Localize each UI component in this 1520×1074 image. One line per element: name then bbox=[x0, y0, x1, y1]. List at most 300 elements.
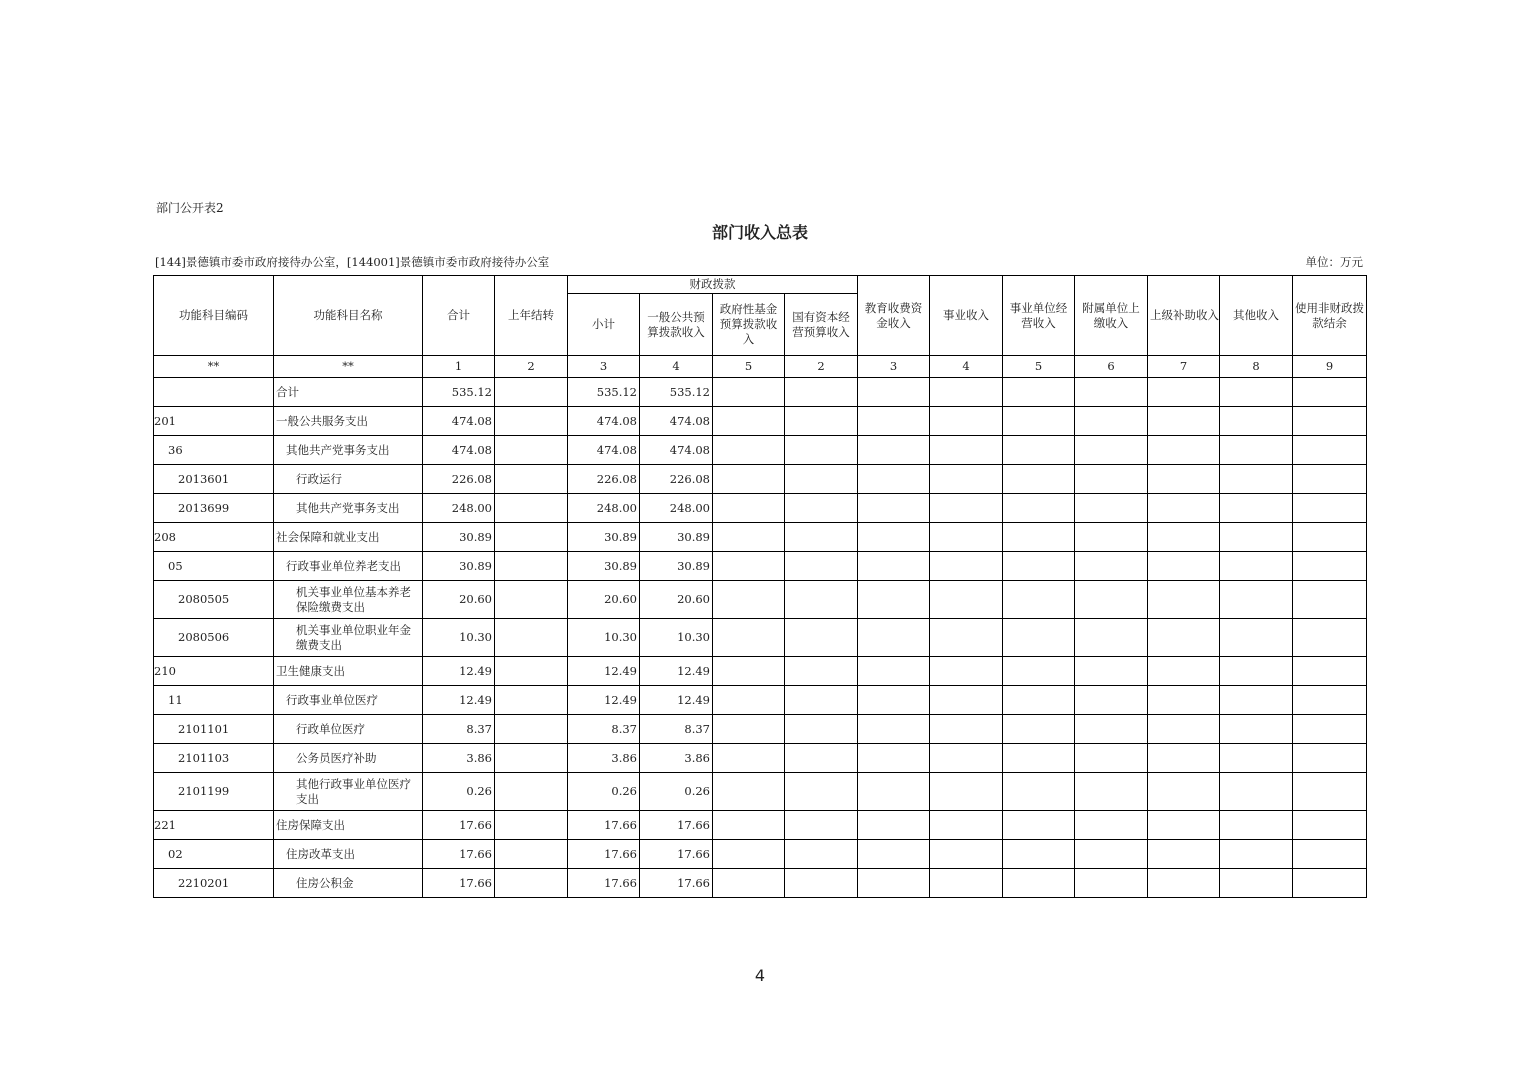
header-edu-fee: 教育收费资金收入 bbox=[858, 276, 930, 356]
row-empty-cell bbox=[1220, 619, 1293, 657]
row-empty-cell bbox=[1293, 657, 1367, 686]
row-empty-cell bbox=[1220, 523, 1293, 552]
row-empty-cell bbox=[858, 407, 930, 436]
row-total: 8.37 bbox=[423, 715, 495, 744]
row-subtotal: 12.49 bbox=[568, 686, 640, 715]
row-empty-cell bbox=[713, 619, 785, 657]
row-code: 2080505 bbox=[154, 581, 274, 619]
row-code: 2013601 bbox=[154, 465, 274, 494]
row-empty-cell bbox=[785, 744, 858, 773]
row-empty-cell bbox=[1293, 715, 1367, 744]
index-cell: 2 bbox=[495, 356, 568, 378]
row-general: 12.49 bbox=[640, 657, 713, 686]
row-empty-cell bbox=[930, 581, 1003, 619]
table-row bbox=[154, 552, 1367, 581]
row-empty-cell bbox=[1220, 581, 1293, 619]
row-carry bbox=[495, 581, 568, 619]
row-empty-cell bbox=[713, 715, 785, 744]
row-total: 3.86 bbox=[423, 744, 495, 773]
row-empty-cell bbox=[1148, 869, 1220, 898]
row-total: 535.12 bbox=[423, 378, 495, 407]
row-empty-cell bbox=[1075, 869, 1148, 898]
row-empty-cell bbox=[1003, 494, 1075, 523]
row-carry bbox=[495, 552, 568, 581]
row-total: 17.66 bbox=[423, 811, 495, 840]
row-carry bbox=[495, 773, 568, 811]
row-subtotal: 535.12 bbox=[568, 378, 640, 407]
row-subtotal: 17.66 bbox=[568, 840, 640, 869]
row-empty-cell bbox=[1148, 523, 1220, 552]
row-subtotal: 3.86 bbox=[568, 744, 640, 773]
row-empty-cell bbox=[1075, 744, 1148, 773]
row-carry bbox=[495, 494, 568, 523]
row-empty-cell bbox=[713, 657, 785, 686]
row-empty-cell bbox=[1003, 686, 1075, 715]
row-empty-cell bbox=[1293, 840, 1367, 869]
row-empty-cell bbox=[1075, 407, 1148, 436]
table-row bbox=[154, 686, 1367, 715]
row-empty-cell bbox=[858, 523, 930, 552]
table-row bbox=[154, 744, 1367, 773]
row-subtotal: 20.60 bbox=[568, 581, 640, 619]
row-empty-cell bbox=[858, 744, 930, 773]
row-general: 17.66 bbox=[640, 811, 713, 840]
row-code: 2101101 bbox=[154, 715, 274, 744]
row-carry bbox=[495, 378, 568, 407]
header-carry: 上年结转 bbox=[495, 276, 568, 356]
row-empty-cell bbox=[1003, 619, 1075, 657]
row-empty-cell bbox=[930, 773, 1003, 811]
header-operating: 事业单位经营收入 bbox=[1003, 276, 1075, 356]
row-empty-cell bbox=[858, 715, 930, 744]
table-row bbox=[154, 378, 1367, 407]
row-name: 合计 bbox=[274, 378, 423, 407]
row-empty-cell bbox=[1075, 465, 1148, 494]
table-row bbox=[154, 773, 1367, 811]
row-total: 0.26 bbox=[423, 773, 495, 811]
row-empty-cell bbox=[1003, 552, 1075, 581]
table-row bbox=[154, 869, 1367, 898]
row-subtotal: 10.30 bbox=[568, 619, 640, 657]
header-fiscal-group: 财政拨款 bbox=[568, 276, 858, 294]
row-general: 248.00 bbox=[640, 494, 713, 523]
index-cell: 5 bbox=[1003, 356, 1075, 378]
row-empty-cell bbox=[1148, 378, 1220, 407]
row-name: 社会保障和就业支出 bbox=[274, 523, 423, 552]
index-cell: 3 bbox=[858, 356, 930, 378]
row-general: 0.26 bbox=[640, 773, 713, 811]
row-subtotal: 30.89 bbox=[568, 552, 640, 581]
row-empty-cell bbox=[1220, 657, 1293, 686]
header-affiliate: 附属单位上缴收入 bbox=[1075, 276, 1148, 356]
row-code: 221 bbox=[154, 811, 274, 840]
row-name: 其他共产党事务支出 bbox=[274, 436, 423, 465]
row-empty-cell bbox=[1293, 811, 1367, 840]
row-empty-cell bbox=[1075, 552, 1148, 581]
row-carry bbox=[495, 869, 568, 898]
row-carry bbox=[495, 465, 568, 494]
header-name: 功能科目名称 bbox=[274, 276, 423, 356]
row-empty-cell bbox=[1148, 619, 1220, 657]
row-empty-cell bbox=[1075, 686, 1148, 715]
row-empty-cell bbox=[858, 465, 930, 494]
index-cell: ** bbox=[154, 356, 274, 378]
row-empty-cell bbox=[1003, 840, 1075, 869]
row-empty-cell bbox=[785, 715, 858, 744]
row-empty-cell bbox=[1293, 773, 1367, 811]
row-carry bbox=[495, 715, 568, 744]
page-title: 部门收入总表 bbox=[711, 223, 808, 242]
table-row bbox=[154, 715, 1367, 744]
row-empty-cell bbox=[1075, 581, 1148, 619]
row-empty-cell bbox=[930, 494, 1003, 523]
row-empty-cell bbox=[1220, 811, 1293, 840]
row-empty-cell bbox=[785, 378, 858, 407]
row-total: 30.89 bbox=[423, 523, 495, 552]
row-empty-cell bbox=[1075, 657, 1148, 686]
header-gov-fund: 政府性基金预算拨款收入 bbox=[713, 294, 785, 356]
row-carry bbox=[495, 811, 568, 840]
row-general: 30.89 bbox=[640, 552, 713, 581]
row-empty-cell bbox=[858, 686, 930, 715]
row-empty-cell bbox=[858, 773, 930, 811]
row-empty-cell bbox=[1220, 494, 1293, 523]
table-row bbox=[154, 436, 1367, 465]
row-subtotal: 12.49 bbox=[568, 657, 640, 686]
row-empty-cell bbox=[858, 811, 930, 840]
row-empty-cell bbox=[785, 552, 858, 581]
row-empty-cell bbox=[930, 619, 1003, 657]
row-code: 210 bbox=[154, 657, 274, 686]
row-carry bbox=[495, 657, 568, 686]
row-code: 2101199 bbox=[154, 773, 274, 811]
row-code: 2101103 bbox=[154, 744, 274, 773]
row-subtotal: 17.66 bbox=[568, 811, 640, 840]
row-total: 474.08 bbox=[423, 436, 495, 465]
row-empty-cell bbox=[1148, 686, 1220, 715]
row-empty-cell bbox=[1003, 465, 1075, 494]
row-empty-cell bbox=[785, 686, 858, 715]
row-general: 17.66 bbox=[640, 869, 713, 898]
row-subtotal: 248.00 bbox=[568, 494, 640, 523]
row-subtotal: 474.08 bbox=[568, 407, 640, 436]
row-empty-cell bbox=[1148, 657, 1220, 686]
row-empty-cell bbox=[1003, 581, 1075, 619]
row-empty-cell bbox=[1148, 744, 1220, 773]
header-superior: 上级补助收入 bbox=[1148, 276, 1220, 356]
row-code: 208 bbox=[154, 523, 274, 552]
header-state-capital: 国有资本经营预算收入 bbox=[785, 294, 858, 356]
row-general: 10.30 bbox=[640, 619, 713, 657]
row-subtotal: 17.66 bbox=[568, 869, 640, 898]
row-empty-cell bbox=[1003, 811, 1075, 840]
header-other: 其他收入 bbox=[1220, 276, 1293, 356]
row-empty-cell bbox=[713, 686, 785, 715]
row-empty-cell bbox=[1293, 686, 1367, 715]
row-subtotal: 30.89 bbox=[568, 523, 640, 552]
row-general: 20.60 bbox=[640, 581, 713, 619]
row-empty-cell bbox=[785, 436, 858, 465]
row-name: 其他行政事业单位医疗支出 bbox=[274, 773, 423, 811]
header-general: 一般公共预算拨款收入 bbox=[640, 294, 713, 356]
row-empty-cell bbox=[858, 840, 930, 869]
row-empty-cell bbox=[1220, 773, 1293, 811]
row-empty-cell bbox=[713, 378, 785, 407]
row-empty-cell bbox=[930, 407, 1003, 436]
header-non-fiscal: 使用非财政拨款结余 bbox=[1293, 276, 1367, 356]
row-empty-cell bbox=[1075, 378, 1148, 407]
row-empty-cell bbox=[785, 523, 858, 552]
index-cell: 7 bbox=[1148, 356, 1220, 378]
row-empty-cell bbox=[1003, 744, 1075, 773]
row-name: 一般公共服务支出 bbox=[274, 407, 423, 436]
index-cell: 1 bbox=[423, 356, 495, 378]
index-cell: 8 bbox=[1220, 356, 1293, 378]
unit-label: 单位：万元 bbox=[1305, 255, 1363, 269]
index-cell: 2 bbox=[785, 356, 858, 378]
row-name: 住房公积金 bbox=[274, 869, 423, 898]
row-total: 10.30 bbox=[423, 619, 495, 657]
row-empty-cell bbox=[1220, 686, 1293, 715]
row-carry bbox=[495, 523, 568, 552]
row-empty-cell bbox=[713, 744, 785, 773]
row-empty-cell bbox=[930, 523, 1003, 552]
row-name: 卫生健康支出 bbox=[274, 657, 423, 686]
row-empty-cell bbox=[713, 407, 785, 436]
row-empty-cell bbox=[1148, 407, 1220, 436]
row-empty-cell bbox=[785, 840, 858, 869]
row-empty-cell bbox=[785, 811, 858, 840]
row-code: 36 bbox=[154, 436, 274, 465]
row-empty-cell bbox=[1148, 552, 1220, 581]
row-general: 535.12 bbox=[640, 378, 713, 407]
index-cell: 4 bbox=[930, 356, 1003, 378]
row-subtotal: 474.08 bbox=[568, 436, 640, 465]
table-row bbox=[154, 581, 1367, 619]
row-empty-cell bbox=[1075, 494, 1148, 523]
row-empty-cell bbox=[858, 657, 930, 686]
row-name: 住房改革支出 bbox=[274, 840, 423, 869]
row-empty-cell bbox=[930, 811, 1003, 840]
header-business: 事业收入 bbox=[930, 276, 1003, 356]
row-carry bbox=[495, 436, 568, 465]
table-row bbox=[154, 619, 1367, 657]
row-empty-cell bbox=[1293, 436, 1367, 465]
row-empty-cell bbox=[930, 686, 1003, 715]
row-empty-cell bbox=[1148, 465, 1220, 494]
table-row bbox=[154, 407, 1367, 436]
row-empty-cell bbox=[1293, 407, 1367, 436]
row-general: 3.86 bbox=[640, 744, 713, 773]
row-empty-cell bbox=[713, 869, 785, 898]
row-empty-cell bbox=[1293, 581, 1367, 619]
row-empty-cell bbox=[713, 494, 785, 523]
row-empty-cell bbox=[858, 436, 930, 465]
index-cell: 6 bbox=[1075, 356, 1148, 378]
row-empty-cell bbox=[1293, 869, 1367, 898]
row-general: 474.08 bbox=[640, 436, 713, 465]
row-empty-cell bbox=[1003, 378, 1075, 407]
row-empty-cell bbox=[785, 657, 858, 686]
row-empty-cell bbox=[858, 552, 930, 581]
row-empty-cell bbox=[1075, 811, 1148, 840]
row-code: 05 bbox=[154, 552, 274, 581]
row-empty-cell bbox=[713, 581, 785, 619]
row-name: 机关事业单位职业年金缴费支出 bbox=[274, 619, 423, 657]
row-empty-cell bbox=[930, 840, 1003, 869]
header-subtotal: 小计 bbox=[568, 294, 640, 356]
row-total: 30.89 bbox=[423, 552, 495, 581]
index-cell: 3 bbox=[568, 356, 640, 378]
row-empty-cell bbox=[1148, 715, 1220, 744]
row-carry bbox=[495, 840, 568, 869]
row-empty-cell bbox=[1220, 465, 1293, 494]
row-code: 02 bbox=[154, 840, 274, 869]
index-cell: ** bbox=[274, 356, 423, 378]
index-cell: 5 bbox=[713, 356, 785, 378]
row-empty-cell bbox=[1293, 619, 1367, 657]
row-empty-cell bbox=[1003, 715, 1075, 744]
row-empty-cell bbox=[1220, 869, 1293, 898]
row-empty-cell bbox=[1220, 552, 1293, 581]
row-empty-cell bbox=[713, 773, 785, 811]
row-name: 行政运行 bbox=[274, 465, 423, 494]
row-empty-cell bbox=[1220, 715, 1293, 744]
row-name: 公务员医疗补助 bbox=[274, 744, 423, 773]
row-empty-cell bbox=[930, 869, 1003, 898]
row-empty-cell bbox=[1075, 840, 1148, 869]
row-name: 住房保障支出 bbox=[274, 811, 423, 840]
row-total: 17.66 bbox=[423, 840, 495, 869]
row-empty-cell bbox=[858, 869, 930, 898]
row-total: 12.49 bbox=[423, 686, 495, 715]
row-empty-cell bbox=[858, 378, 930, 407]
index-cell: 4 bbox=[640, 356, 713, 378]
row-empty-cell bbox=[1148, 494, 1220, 523]
table-row bbox=[154, 657, 1367, 686]
row-empty-cell bbox=[930, 715, 1003, 744]
row-empty-cell bbox=[1075, 523, 1148, 552]
row-total: 17.66 bbox=[423, 869, 495, 898]
table-row bbox=[154, 811, 1367, 840]
row-empty-cell bbox=[1293, 494, 1367, 523]
row-name: 行政单位医疗 bbox=[274, 715, 423, 744]
row-empty-cell bbox=[713, 552, 785, 581]
row-empty-cell bbox=[1148, 811, 1220, 840]
row-empty-cell bbox=[858, 581, 930, 619]
row-subtotal: 226.08 bbox=[568, 465, 640, 494]
row-empty-cell bbox=[1293, 378, 1367, 407]
row-empty-cell bbox=[930, 436, 1003, 465]
page-number: 4 bbox=[754, 966, 766, 985]
row-empty-cell bbox=[930, 744, 1003, 773]
row-carry bbox=[495, 686, 568, 715]
row-empty-cell bbox=[1003, 657, 1075, 686]
row-empty-cell bbox=[785, 581, 858, 619]
row-name: 机关事业单位基本养老保险缴费支出 bbox=[274, 581, 423, 619]
row-general: 474.08 bbox=[640, 407, 713, 436]
row-empty-cell bbox=[785, 869, 858, 898]
row-code: 11 bbox=[154, 686, 274, 715]
row-empty-cell bbox=[930, 378, 1003, 407]
row-empty-cell bbox=[1003, 407, 1075, 436]
organization-label: [144]景德镇市委市政府接待办公室，[144001]景德镇市委市政府接待办公室 bbox=[155, 255, 550, 269]
row-total: 20.60 bbox=[423, 581, 495, 619]
row-empty-cell bbox=[1293, 523, 1367, 552]
row-empty-cell bbox=[1003, 436, 1075, 465]
row-subtotal: 0.26 bbox=[568, 773, 640, 811]
row-empty-cell bbox=[1075, 715, 1148, 744]
row-code: 201 bbox=[154, 407, 274, 436]
row-name: 行政事业单位医疗 bbox=[274, 686, 423, 715]
row-empty-cell bbox=[713, 436, 785, 465]
row-empty-cell bbox=[1293, 465, 1367, 494]
row-empty-cell bbox=[1003, 523, 1075, 552]
row-empty-cell bbox=[1075, 619, 1148, 657]
row-empty-cell bbox=[785, 494, 858, 523]
table-row bbox=[154, 840, 1367, 869]
row-empty-cell bbox=[1148, 840, 1220, 869]
form-label: 部门公开表2 bbox=[156, 201, 224, 215]
row-carry bbox=[495, 407, 568, 436]
row-general: 30.89 bbox=[640, 523, 713, 552]
row-code: 2210201 bbox=[154, 869, 274, 898]
row-empty-cell bbox=[930, 657, 1003, 686]
row-empty-cell bbox=[1075, 773, 1148, 811]
income-table bbox=[153, 275, 1367, 898]
row-empty-cell bbox=[713, 811, 785, 840]
table-row bbox=[154, 523, 1367, 552]
index-cell: 9 bbox=[1293, 356, 1367, 378]
row-empty-cell bbox=[713, 840, 785, 869]
row-empty-cell bbox=[858, 619, 930, 657]
row-total: 226.08 bbox=[423, 465, 495, 494]
row-carry bbox=[495, 619, 568, 657]
row-empty-cell bbox=[785, 407, 858, 436]
row-general: 12.49 bbox=[640, 686, 713, 715]
row-general: 226.08 bbox=[640, 465, 713, 494]
row-empty-cell bbox=[713, 523, 785, 552]
row-total: 248.00 bbox=[423, 494, 495, 523]
row-empty-cell bbox=[930, 552, 1003, 581]
row-empty-cell bbox=[1075, 436, 1148, 465]
row-carry bbox=[495, 744, 568, 773]
row-empty-cell bbox=[1293, 744, 1367, 773]
row-empty-cell bbox=[785, 465, 858, 494]
row-empty-cell bbox=[785, 619, 858, 657]
row-general: 8.37 bbox=[640, 715, 713, 744]
row-code bbox=[154, 378, 274, 407]
row-empty-cell bbox=[713, 465, 785, 494]
table-row bbox=[154, 465, 1367, 494]
row-general: 17.66 bbox=[640, 840, 713, 869]
row-name: 行政事业单位养老支出 bbox=[274, 552, 423, 581]
row-name: 其他共产党事务支出 bbox=[274, 494, 423, 523]
row-total: 12.49 bbox=[423, 657, 495, 686]
row-empty-cell bbox=[930, 465, 1003, 494]
row-empty-cell bbox=[1220, 378, 1293, 407]
row-empty-cell bbox=[1293, 552, 1367, 581]
row-empty-cell bbox=[1220, 436, 1293, 465]
row-total: 474.08 bbox=[423, 407, 495, 436]
row-empty-cell bbox=[1148, 436, 1220, 465]
row-empty-cell bbox=[1003, 869, 1075, 898]
row-empty-cell bbox=[1220, 744, 1293, 773]
row-empty-cell bbox=[1148, 581, 1220, 619]
row-empty-cell bbox=[1220, 840, 1293, 869]
row-empty-cell bbox=[1003, 773, 1075, 811]
row-subtotal: 8.37 bbox=[568, 715, 640, 744]
